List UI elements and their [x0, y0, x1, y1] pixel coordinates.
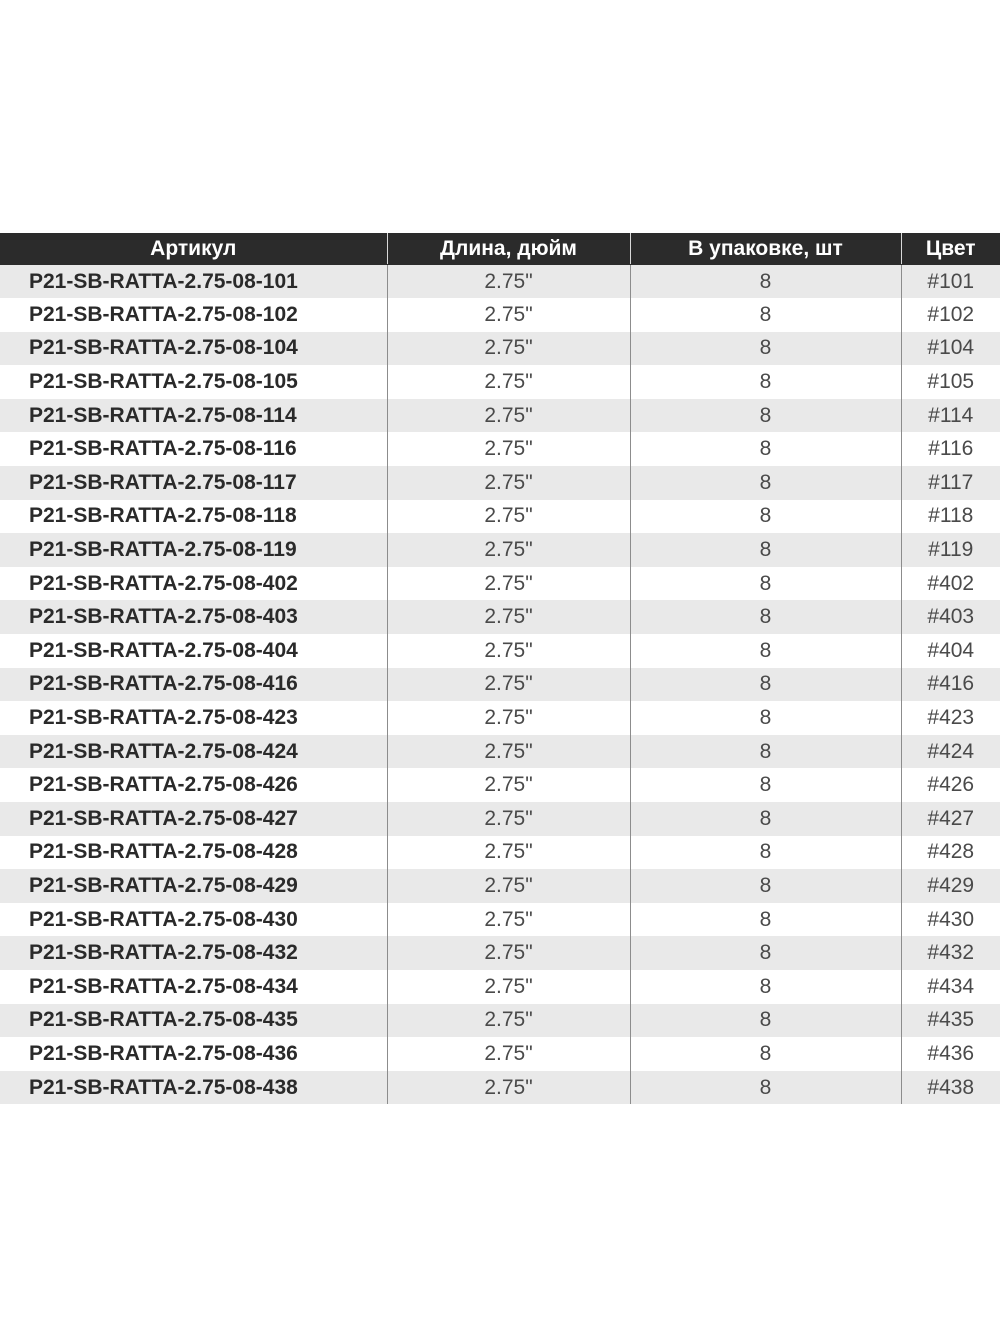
color-cell: #430: [901, 903, 1000, 937]
sku-cell: P21-SB-RATTA-2.75-08-101: [0, 265, 387, 299]
sku-cell: P21-SB-RATTA-2.75-08-104: [0, 332, 387, 366]
table-body: [0, 265, 1000, 1105]
table-header: [0, 233, 1000, 265]
sku-cell: P21-SB-RATTA-2.75-08-119: [0, 533, 387, 567]
color-cell: #436: [901, 1037, 1000, 1071]
table-row: [0, 836, 1000, 870]
length-cell: 2.75": [387, 701, 630, 735]
table-row: [0, 936, 1000, 970]
pack-qty-cell: 8: [630, 936, 901, 970]
table-row: [0, 432, 1000, 466]
table-row: [0, 567, 1000, 601]
sku-cell: P21-SB-RATTA-2.75-08-428: [0, 836, 387, 870]
color-cell: #434: [901, 970, 1000, 1004]
color-cell: #403: [901, 600, 1000, 634]
table-row: [0, 533, 1000, 567]
sku-cell: P21-SB-RATTA-2.75-08-427: [0, 802, 387, 836]
length-cell: 2.75": [387, 298, 630, 332]
length-cell: 2.75": [387, 332, 630, 366]
table-row: [0, 668, 1000, 702]
table-row: [0, 365, 1000, 399]
length-cell: 2.75": [387, 768, 630, 802]
length-cell: 2.75": [387, 869, 630, 903]
pack-qty-cell: 8: [630, 903, 901, 937]
color-cell: #105: [901, 365, 1000, 399]
length-cell: 2.75": [387, 533, 630, 567]
sku-cell: P21-SB-RATTA-2.75-08-117: [0, 466, 387, 500]
pack-qty-cell: 8: [630, 466, 901, 500]
table-row: [0, 768, 1000, 802]
sku-cell: P21-SB-RATTA-2.75-08-416: [0, 668, 387, 702]
pack-qty-cell: 8: [630, 735, 901, 769]
table-row: [0, 869, 1000, 903]
pack-qty-cell: 8: [630, 533, 901, 567]
sku-cell: P21-SB-RATTA-2.75-08-105: [0, 365, 387, 399]
color-cell: #438: [901, 1071, 1000, 1105]
sku-cell: P21-SB-RATTA-2.75-08-430: [0, 903, 387, 937]
pack-qty-cell: 8: [630, 668, 901, 702]
color-cell: #117: [901, 466, 1000, 500]
length-cell: 2.75": [387, 265, 630, 299]
product-table: [0, 233, 1000, 1104]
length-cell: 2.75": [387, 567, 630, 601]
table-row: [0, 735, 1000, 769]
sku-cell: P21-SB-RATTA-2.75-08-434: [0, 970, 387, 1004]
color-cell: #416: [901, 668, 1000, 702]
header-length: Длина, дюйм: [387, 233, 630, 265]
sku-cell: P21-SB-RATTA-2.75-08-402: [0, 567, 387, 601]
length-cell: 2.75": [387, 399, 630, 433]
table-row: [0, 802, 1000, 836]
color-cell: #435: [901, 1004, 1000, 1038]
table-row: [0, 399, 1000, 433]
pack-qty-cell: 8: [630, 500, 901, 534]
pack-qty-cell: 8: [630, 600, 901, 634]
header-pack-qty: В упаковке, шт: [630, 233, 901, 265]
header-row: [0, 233, 1000, 265]
pack-qty-cell: 8: [630, 634, 901, 668]
table-row: [0, 903, 1000, 937]
sku-cell: P21-SB-RATTA-2.75-08-116: [0, 432, 387, 466]
pack-qty-cell: 8: [630, 768, 901, 802]
color-cell: #104: [901, 332, 1000, 366]
color-cell: #116: [901, 432, 1000, 466]
color-cell: #424: [901, 735, 1000, 769]
pack-qty-cell: 8: [630, 399, 901, 433]
length-cell: 2.75": [387, 432, 630, 466]
sku-cell: P21-SB-RATTA-2.75-08-435: [0, 1004, 387, 1038]
table-row: [0, 265, 1000, 299]
color-cell: #119: [901, 533, 1000, 567]
length-cell: 2.75": [387, 970, 630, 1004]
sku-cell: P21-SB-RATTA-2.75-08-423: [0, 701, 387, 735]
length-cell: 2.75": [387, 634, 630, 668]
pack-qty-cell: 8: [630, 1004, 901, 1038]
length-cell: 2.75": [387, 802, 630, 836]
color-cell: #404: [901, 634, 1000, 668]
pack-qty-cell: 8: [630, 332, 901, 366]
header-color: Цвет: [901, 233, 1000, 265]
table-row: [0, 500, 1000, 534]
sku-cell: P21-SB-RATTA-2.75-08-403: [0, 600, 387, 634]
pack-qty-cell: 8: [630, 567, 901, 601]
sku-cell: P21-SB-RATTA-2.75-08-102: [0, 298, 387, 332]
pack-qty-cell: 8: [630, 836, 901, 870]
length-cell: 2.75": [387, 365, 630, 399]
table-row: [0, 634, 1000, 668]
color-cell: #423: [901, 701, 1000, 735]
sku-cell: P21-SB-RATTA-2.75-08-438: [0, 1071, 387, 1105]
table-row: [0, 466, 1000, 500]
sku-cell: P21-SB-RATTA-2.75-08-426: [0, 768, 387, 802]
pack-qty-cell: 8: [630, 802, 901, 836]
length-cell: 2.75": [387, 1037, 630, 1071]
pack-qty-cell: 8: [630, 970, 901, 1004]
color-cell: #429: [901, 869, 1000, 903]
length-cell: 2.75": [387, 903, 630, 937]
length-cell: 2.75": [387, 466, 630, 500]
pack-qty-cell: 8: [630, 432, 901, 466]
sku-cell: P21-SB-RATTA-2.75-08-424: [0, 735, 387, 769]
pack-qty-cell: 8: [630, 298, 901, 332]
product-table-container: [0, 233, 1000, 1104]
color-cell: #118: [901, 500, 1000, 534]
table-row: [0, 1004, 1000, 1038]
length-cell: 2.75": [387, 1071, 630, 1105]
color-cell: #101: [901, 265, 1000, 299]
pack-qty-cell: 8: [630, 1037, 901, 1071]
color-cell: #427: [901, 802, 1000, 836]
pack-qty-cell: 8: [630, 265, 901, 299]
sku-cell: P21-SB-RATTA-2.75-08-114: [0, 399, 387, 433]
color-cell: #102: [901, 298, 1000, 332]
sku-cell: P21-SB-RATTA-2.75-08-432: [0, 936, 387, 970]
sku-cell: P21-SB-RATTA-2.75-08-404: [0, 634, 387, 668]
length-cell: 2.75": [387, 1004, 630, 1038]
sku-cell: P21-SB-RATTA-2.75-08-436: [0, 1037, 387, 1071]
pack-qty-cell: 8: [630, 869, 901, 903]
table-row: [0, 298, 1000, 332]
length-cell: 2.75": [387, 735, 630, 769]
sku-cell: P21-SB-RATTA-2.75-08-429: [0, 869, 387, 903]
pack-qty-cell: 8: [630, 701, 901, 735]
color-cell: #402: [901, 567, 1000, 601]
header-sku: Артикул: [0, 233, 387, 265]
length-cell: 2.75": [387, 836, 630, 870]
table-row: [0, 332, 1000, 366]
table-row: [0, 1071, 1000, 1105]
length-cell: 2.75": [387, 500, 630, 534]
length-cell: 2.75": [387, 600, 630, 634]
color-cell: #114: [901, 399, 1000, 433]
length-cell: 2.75": [387, 936, 630, 970]
table-row: [0, 970, 1000, 1004]
table-row: [0, 1037, 1000, 1071]
pack-qty-cell: 8: [630, 365, 901, 399]
length-cell: 2.75": [387, 668, 630, 702]
color-cell: #426: [901, 768, 1000, 802]
color-cell: #432: [901, 936, 1000, 970]
table-row: [0, 701, 1000, 735]
color-cell: #428: [901, 836, 1000, 870]
table-row: [0, 600, 1000, 634]
pack-qty-cell: 8: [630, 1071, 901, 1105]
sku-cell: P21-SB-RATTA-2.75-08-118: [0, 500, 387, 534]
